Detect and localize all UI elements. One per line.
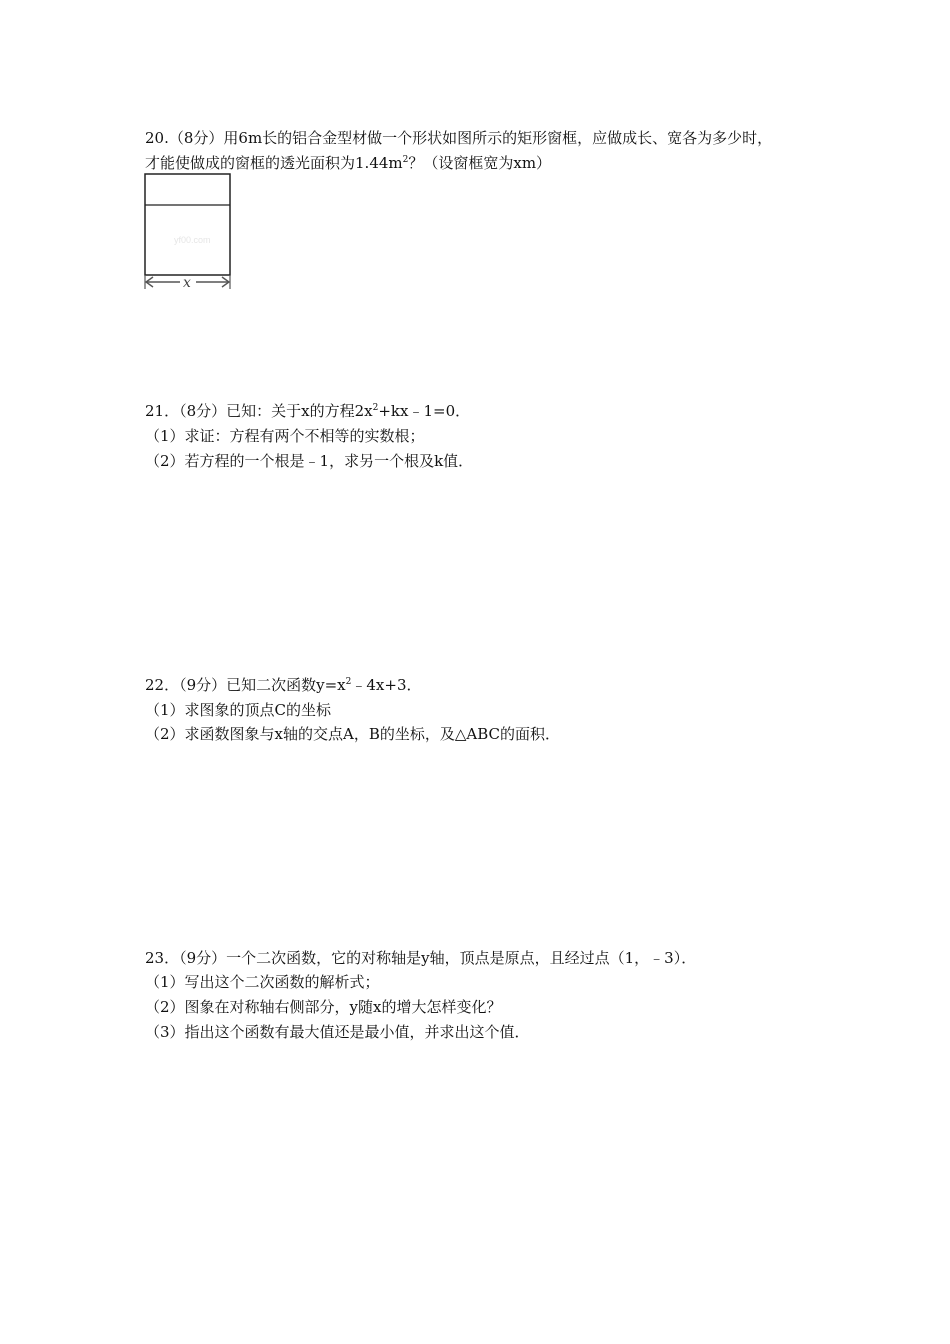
q23-part1: （1）写出这个二次函数的解析式； [145,973,380,991]
q21-exponent: 2 [372,403,379,413]
q23-part3: （3）指出这个函数有最大值还是最小值，并求出这个值． [145,1023,530,1041]
q20-line2 [145,153,551,173]
q20-line2-text: 才能使做成的窗框的透光面积为1.44m [145,154,403,172]
window-outer-frame [145,174,230,275]
q20-line1: 20.（8分）用6m长的铝合金型材做一个形状如图所示的矩形窗框，应做成长、宽各为多少时， [145,129,773,147]
q22-part2: （2）求函数图象与x轴的交点A，B的坐标，及△ABC的面积． [145,725,561,743]
q23-stem: 23．（9分）一个二次函数，它的对称轴是y轴，顶点是原点，且经过点（1，﹣3）． [145,949,697,967]
q22-exponent: 2 [345,677,352,687]
q21-part2: （2）若方程的一个根是﹣1，求另一个根及k值． [145,452,474,470]
figure-watermark: yf00.com [174,235,211,245]
q23-part2: （2）图象在对称轴右侧部分，y随x的增大怎样变化？ [145,998,502,1016]
q21-stem-text: 21．（8分）已知：关于x的方程2x [145,402,373,420]
window-frame-figure [144,173,232,291]
q21-stem [145,401,470,421]
q20-exponent: 2 [402,155,409,165]
q20-line2-tail: ？（设窗框宽为xm） [408,154,552,172]
q21-stem-tail: +kx﹣1=0． [378,402,471,420]
q22-stem [145,675,422,695]
q22-part1: （1）求图象的顶点C的坐标 [145,701,332,719]
q22-stem-tail: ﹣4x+3． [351,676,422,694]
dimension-label-x: x [183,275,191,291]
q21-part1: （1）求证：方程有两个不相等的实数根； [145,427,425,445]
q22-stem-text: 22．（9分）已知二次函数y=x [145,676,346,694]
